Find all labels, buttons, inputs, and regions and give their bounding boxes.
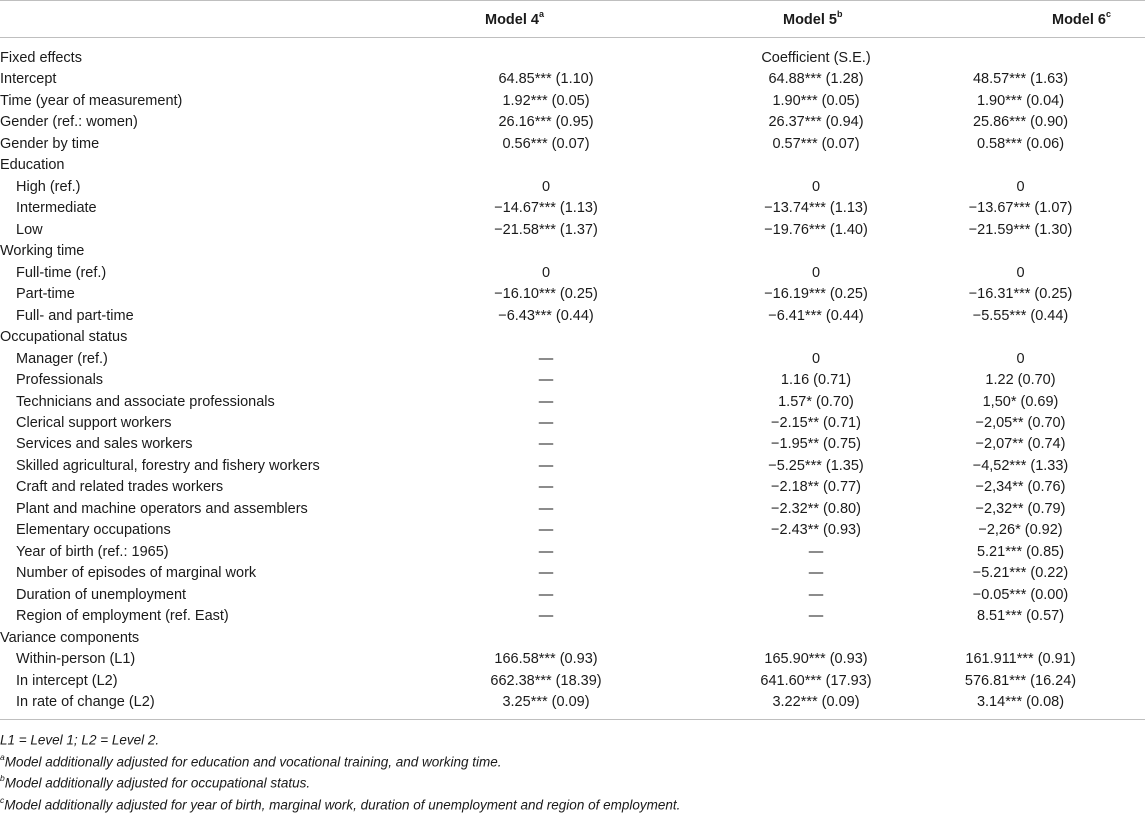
- table-row: [0, 134, 1145, 155]
- cell-model-5: 0: [811, 264, 821, 281]
- cell-model-5: 0: [811, 178, 821, 195]
- cell-model-5: 165.90*** (0.93): [764, 651, 868, 668]
- table-row: [0, 434, 1145, 455]
- cell-model-4: —: [538, 522, 554, 539]
- row-label: Gender by time: [0, 135, 100, 152]
- row-label: Low: [16, 221, 43, 238]
- table-row: [0, 306, 1145, 327]
- row-label: Fixed effects: [0, 50, 82, 66]
- cell-model-4: —: [538, 414, 554, 431]
- row-label: Clerical support workers: [16, 414, 172, 431]
- cell-model-6: [896, 628, 1145, 649]
- cell-model-5: 0: [811, 350, 821, 367]
- row-label: Intercept: [0, 71, 57, 88]
- cell-model-4: 166.58*** (0.93): [494, 651, 598, 668]
- cell-model-4: —: [538, 586, 554, 603]
- cell-model-6: −0.05*** (0.00): [972, 586, 1069, 603]
- cell-model-5: 26.37*** (0.94): [768, 114, 864, 131]
- cell-model-6: −5.55*** (0.44): [972, 307, 1069, 324]
- cell-model-6: 1,50* (0.69): [982, 393, 1059, 410]
- cell-model-6: 3.14*** (0.08): [976, 694, 1065, 711]
- table-row: [0, 413, 1145, 434]
- cell-model-4: 3.25*** (0.09): [502, 694, 590, 711]
- row-label: Number of episodes of marginal work: [16, 565, 257, 582]
- table-row: [0, 284, 1145, 305]
- cell-model-5: −2.32** (0.80): [771, 500, 861, 517]
- cell-model-4: 662.38*** (18.39): [490, 672, 602, 689]
- row-label: Full-time (ref.): [16, 264, 107, 281]
- cell-model-5: 1.57* (0.70): [778, 393, 854, 410]
- table-row: [0, 198, 1145, 219]
- cell-model-5: —: [808, 608, 824, 625]
- cell-model-4: —: [538, 393, 554, 410]
- cell-model-6: 8.51*** (0.57): [976, 608, 1065, 625]
- cell-model-4: —: [538, 543, 554, 560]
- table-row: [0, 606, 1145, 627]
- cell-model-5: —: [808, 565, 824, 582]
- cell-model-6: [896, 155, 1145, 176]
- cell-model-6: 48.57*** (1.63): [972, 71, 1069, 88]
- cell-model-5: −2.15** (0.71): [771, 414, 861, 431]
- cell-model-4: −16.10*** (0.25): [494, 286, 598, 303]
- row-label: Part-time: [16, 286, 75, 303]
- cell-model-4: −21.58*** (1.37): [494, 221, 598, 238]
- table-row: [0, 241, 1145, 262]
- row-label: Time (year of measurement): [0, 92, 183, 109]
- cell-model-4: 64.85*** (1.10): [498, 71, 594, 88]
- cell-model-5: −19.76*** (1.40): [764, 221, 868, 238]
- column-header-model-4: Model 4$^a$: [485, 9, 544, 28]
- cell-model-6: −2,34** (0.76): [975, 479, 1066, 496]
- cell-model-6: 1.22 (0.70): [985, 372, 1056, 389]
- row-label: Craft and related trades workers: [16, 479, 224, 496]
- table-row: [0, 263, 1145, 284]
- cell-model-5: —: [808, 586, 824, 603]
- table-body: [0, 48, 1145, 714]
- table-row: [0, 91, 1145, 112]
- table-row: [0, 563, 1145, 584]
- footnote: $^b$Model additionally adjusted for occupational status.: [0, 773, 311, 791]
- cell-model-5: −2.18** (0.77): [771, 479, 861, 496]
- cell-model-6: −21.59*** (1.30): [968, 221, 1073, 238]
- row-label: Variance components: [0, 629, 140, 646]
- cell-model-6: 25.86*** (0.90): [972, 114, 1069, 131]
- cell-model-6: [896, 241, 1145, 262]
- table-row: [0, 477, 1145, 498]
- row-label: High (ref.): [16, 178, 81, 195]
- cell-model-4: —: [538, 500, 554, 517]
- cell-model-5: 0.57*** (0.07): [772, 135, 860, 152]
- cell-model-6: −16.31*** (0.25): [968, 286, 1073, 303]
- cell-model-4: —: [538, 350, 554, 367]
- table-footnotes: [0, 726, 1145, 812]
- table-row: [0, 499, 1145, 520]
- cell-model-6: 576.81*** (16.24): [964, 672, 1077, 689]
- cell-model-6: −5.21*** (0.22): [972, 565, 1069, 582]
- cell-model-4: —: [538, 565, 554, 582]
- row-label: Services and sales workers: [16, 436, 193, 453]
- row-label: Occupational status: [0, 329, 128, 346]
- row-label: Plant and machine operators and assemblers: [16, 500, 308, 517]
- table-row: [0, 370, 1145, 391]
- column-group-label: Coefficient (S.E.): [761, 50, 871, 66]
- cell-model-5: −5.25*** (1.35): [768, 457, 864, 474]
- cell-model-5: 64.88*** (1.28): [768, 71, 864, 88]
- cell-model-6: −13.67*** (1.07): [968, 200, 1073, 217]
- table-row: [0, 456, 1145, 477]
- row-label: In rate of change (L2): [16, 694, 155, 711]
- row-label: Education: [0, 157, 65, 174]
- cell-model-6: 0: [1016, 178, 1025, 195]
- row-label: Technicians and associate professionals: [16, 393, 275, 410]
- table-row: [0, 155, 1145, 176]
- row-label: Professionals: [16, 372, 104, 389]
- cell-model-4: —: [538, 436, 554, 453]
- cell-model-4: 0: [541, 264, 551, 281]
- table-row: [0, 48, 1145, 69]
- table-row: [0, 542, 1145, 563]
- table-row: [0, 112, 1145, 133]
- row-label: Skilled agricultural, forestry and fishery workers: [16, 457, 320, 474]
- table-row: [0, 177, 1145, 198]
- cell-model-6: −4,52*** (1.33): [972, 457, 1069, 474]
- cell-model-4: −6.43*** (0.44): [498, 307, 594, 324]
- cell-model-4: −14.67*** (1.13): [494, 200, 598, 217]
- row-label: Within-person (L1): [16, 651, 136, 668]
- table-row: [0, 671, 1145, 692]
- table-row: [0, 69, 1145, 90]
- table-row: [0, 628, 1145, 649]
- table-row: [0, 327, 1145, 348]
- cell-model-6: [896, 327, 1145, 348]
- cell-model-6: 5.21*** (0.85): [976, 543, 1065, 560]
- cell-model-6: −2,32** (0.79): [975, 500, 1066, 517]
- cell-model-5: 3.22*** (0.09): [772, 694, 860, 711]
- table-row: [0, 220, 1145, 241]
- cell-model-5: −13.74*** (1.13): [764, 200, 868, 217]
- row-label: Working time: [0, 243, 85, 260]
- column-header-model-6: Model 6$^c$: [1052, 9, 1111, 28]
- footnote: $^c$Model additionally adjusted for year of birth, marginal work, duration of unemployment and region of employment.: [0, 794, 681, 812]
- cell-model-6: 161.911*** (0.91): [965, 651, 1076, 668]
- table-row: [0, 392, 1145, 413]
- column-header-model-5: Model 5$^b$: [783, 9, 843, 28]
- row-label: Year of birth (ref.: 1965): [16, 543, 169, 560]
- cell-model-4: 0.56*** (0.07): [502, 135, 590, 152]
- cell-model-4: —: [538, 457, 554, 474]
- cell-model-5: —: [808, 543, 824, 560]
- row-label: Region of employment (ref. East): [16, 608, 229, 625]
- table-row: [0, 692, 1145, 713]
- cell-model-6: −2,07** (0.74): [975, 436, 1066, 453]
- cell-model-5: 1.90*** (0.05): [772, 92, 860, 109]
- row-label: Elementary occupations: [16, 522, 171, 539]
- cell-model-6: 1.90*** (0.04): [976, 92, 1065, 109]
- table-row: [0, 349, 1145, 370]
- row-label: Intermediate: [16, 200, 97, 217]
- cell-model-5: 1.16 (0.71): [780, 372, 852, 389]
- cell-model-6: 0: [1016, 264, 1025, 281]
- cell-model-4: 0: [541, 178, 551, 195]
- table-row: [0, 649, 1145, 670]
- table-row: [0, 520, 1145, 541]
- cell-model-4: —: [538, 608, 554, 625]
- row-label: Manager (ref.): [16, 350, 108, 367]
- cell-model-4: 1.92*** (0.05): [502, 92, 590, 109]
- cell-model-4: —: [538, 372, 554, 389]
- cell-model-6: −2,05** (0.70): [975, 414, 1066, 431]
- cell-model-5: −16.19*** (0.25): [764, 286, 868, 303]
- row-label: Duration of unemployment: [16, 586, 187, 603]
- cell-model-6: 0: [1016, 350, 1025, 367]
- row-label: Full- and part-time: [16, 307, 134, 324]
- cell-model-5: −6.41*** (0.44): [768, 307, 864, 324]
- cell-model-5: −1.95** (0.75): [771, 436, 861, 453]
- cell-model-5: 641.60*** (17.93): [760, 672, 872, 689]
- table-row: [0, 585, 1145, 606]
- footnote: L1 = Level 1; L2 = Level 2.: [0, 732, 160, 748]
- cell-model-5: −2.43** (0.93): [771, 522, 861, 539]
- cell-model-6: 0.58*** (0.06): [976, 135, 1065, 152]
- row-label: Gender (ref.: women): [0, 114, 138, 131]
- row-label: In intercept (L2): [16, 672, 118, 689]
- cell-model-4: 26.16*** (0.95): [498, 114, 594, 131]
- table-bottom-rule: [0, 719, 1145, 720]
- cell-model-6: −2,26* (0.92): [978, 522, 1063, 539]
- footnote: $^a$Model additionally adjusted for education and vocational training, and working time.: [0, 751, 502, 769]
- cell-model-4: —: [538, 479, 554, 496]
- table-header: [0, 0, 1145, 38]
